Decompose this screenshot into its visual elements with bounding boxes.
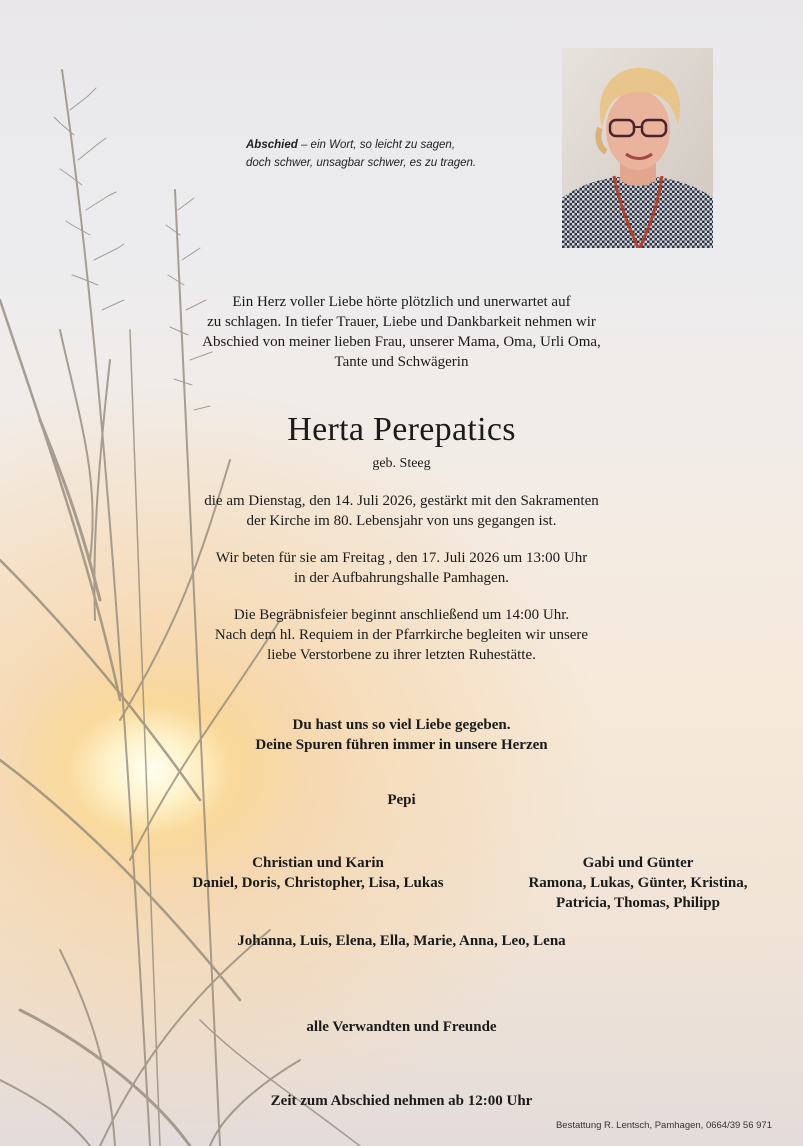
mourner-husband: Pepi xyxy=(387,792,416,808)
memorial-quote xyxy=(0,715,803,755)
intro-line: zu schlagen. In tiefer Trauer, Liebe und Dankbarkeit nehmen wir xyxy=(207,314,596,330)
mourner-line: Daniel, Doris, Christopher, Lisa, Lukas xyxy=(192,875,444,891)
prayer-notice xyxy=(0,548,803,588)
mourners-relatives: alle Verwandten und Freunde xyxy=(306,1019,497,1035)
intro-line: Ein Herz voller Liebe hörte plötzlich und unerwartet auf xyxy=(232,294,571,310)
mourners-right-family xyxy=(468,853,803,913)
funeral-line: Die Begräbnisfeier beginnt anschließend um 14:00 Uhr. xyxy=(233,607,570,623)
motto-line2: doch schwer, unsagbar schwer, es zu tragen. xyxy=(246,157,477,169)
mourners-left-family xyxy=(148,853,488,893)
funeral-home-footer: Bestattung R. Lentsch, Pamhagen, 0664/39 56 971 xyxy=(555,1120,772,1131)
mourner-line: Ramona, Lukas, Günter, Kristina, xyxy=(528,875,748,891)
funeral-notice xyxy=(0,605,803,665)
quote-line: Du hast uns so viel Liebe gegeben. xyxy=(292,717,511,733)
mourners-great-grandchildren: Johanna, Luis, Elena, Ella, Marie, Anna, Leo, Lena xyxy=(237,933,566,949)
quote-line: Deine Spuren führen immer in unsere Herzen xyxy=(255,737,548,753)
prayer-line: in der Aufbahrungshalle Pamhagen. xyxy=(294,570,509,586)
mourner-line: Gabi und Günter xyxy=(582,855,694,871)
intro-line: Tante und Schwägerin xyxy=(334,354,469,370)
prayer-line: Wir beten für sie am Freitag , den 17. Juli 2026 um 13:00 Uhr xyxy=(215,550,588,566)
death-notice xyxy=(0,491,803,531)
portrait-photo-icon xyxy=(562,48,713,248)
portrait-photo xyxy=(562,48,713,248)
motto-lead: Abschied xyxy=(246,139,298,151)
mourner-line: Patricia, Thomas, Philipp xyxy=(556,895,720,911)
death-notice-line: die am Dienstag, den 14. Juli 2026, gestärkt mit den Sakramenten xyxy=(204,493,599,509)
funeral-line: Nach dem hl. Requiem in der Pfarrkirche begleiten wir unsere xyxy=(214,627,589,643)
motto-line1: – ein Wort, so leicht zu sagen, xyxy=(297,139,456,151)
funeral-line: liebe Verstorbene zu ihrer letzten Ruhestätte. xyxy=(267,647,536,663)
farewell-time: Zeit zum Abschied nehmen ab 12:00 Uhr xyxy=(270,1093,533,1109)
death-notice-line: der Kirche im 80. Lebensjahr von uns gegangen ist. xyxy=(246,513,557,529)
intro-text xyxy=(0,292,803,372)
deceased-name: Herta Perepatics xyxy=(287,411,516,448)
motto-text xyxy=(246,136,536,172)
intro-line: Abschied von meiner lieben Frau, unserer Mama, Oma, Urli Oma, xyxy=(202,334,601,350)
mourner-line: Christian und Karin xyxy=(252,855,384,871)
birth-name: geb. Steeg xyxy=(372,456,431,471)
